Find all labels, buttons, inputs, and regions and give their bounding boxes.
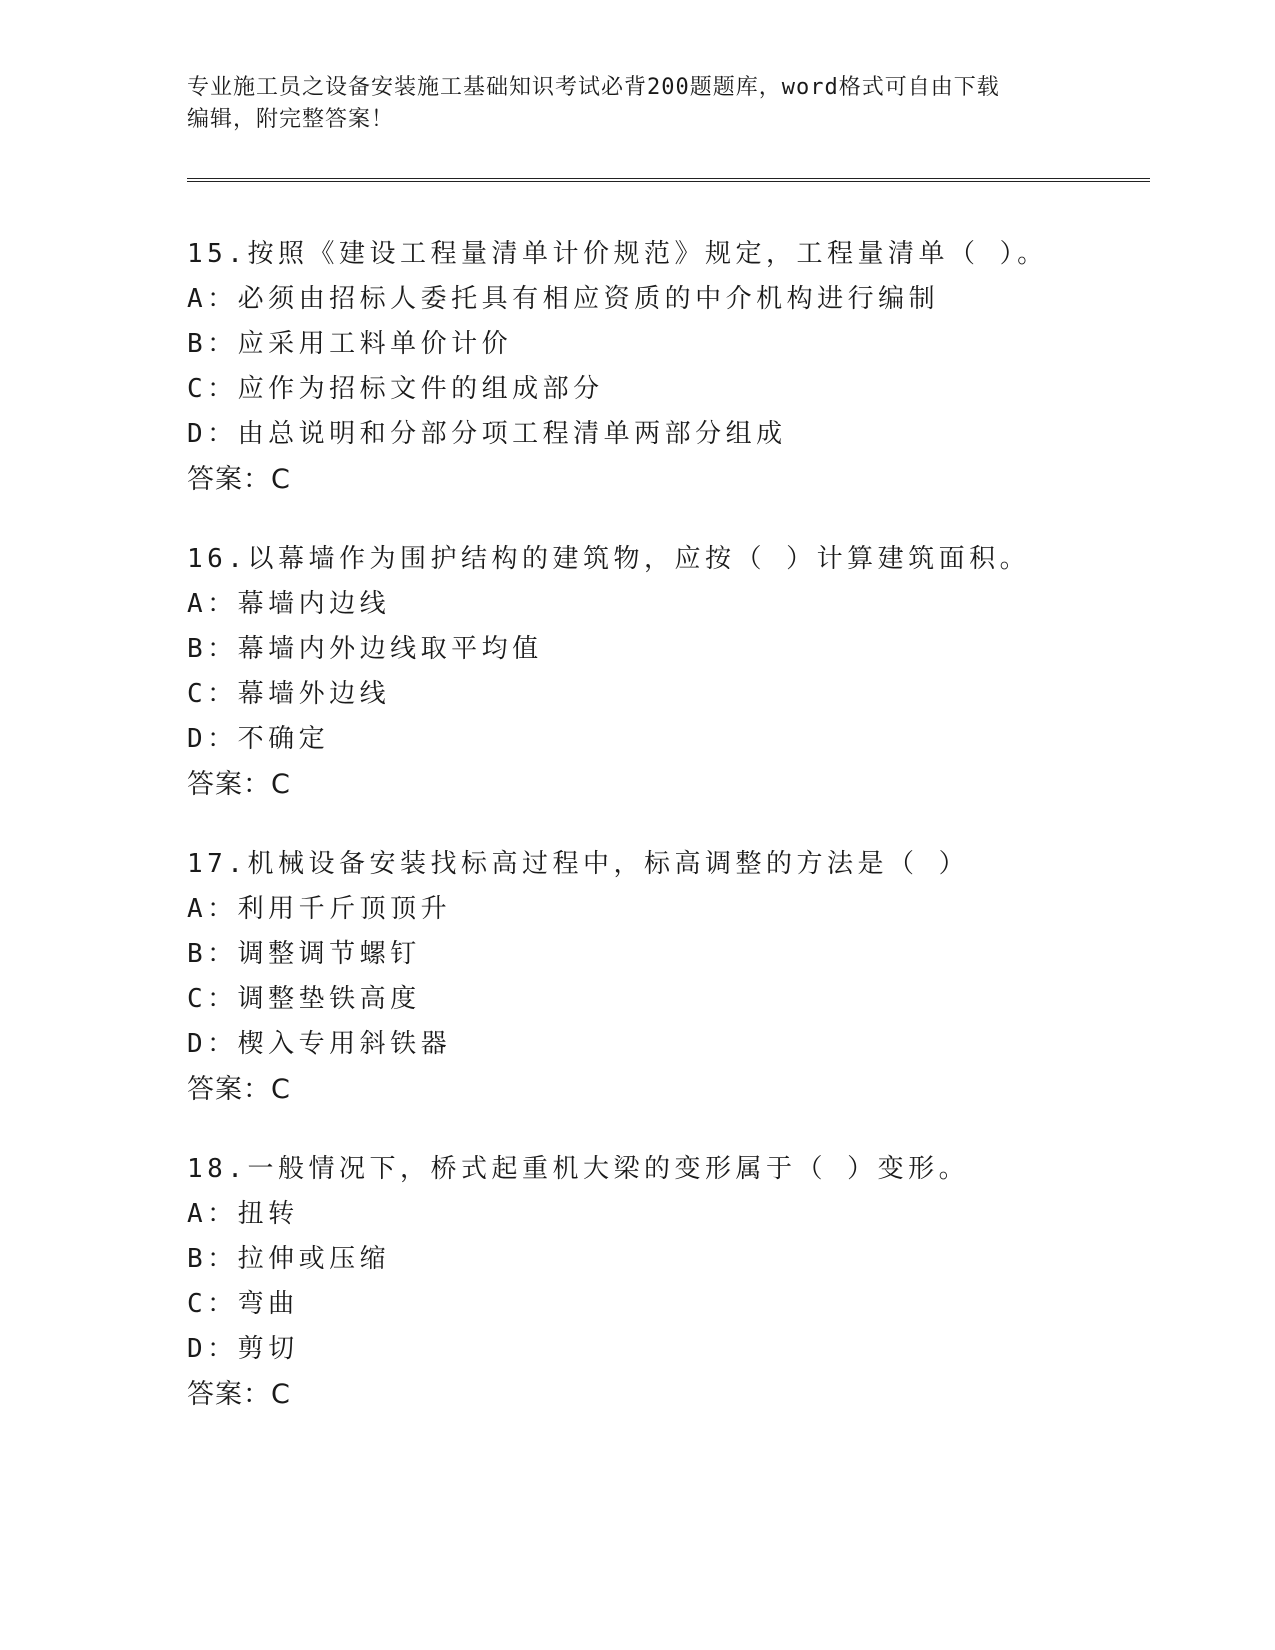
document-header [187, 72, 1087, 136]
answer: 答案：C [187, 1074, 291, 1105]
question-15 [187, 232, 1147, 503]
header-title-line-2: 编辑，附完整答案！ [187, 107, 395, 132]
option-a: A：幕墙内边线 [187, 589, 391, 619]
option-b: B：调整调节螺钉 [187, 939, 421, 969]
option-a: A：必须由招标人委托具有相应资质的中介机构进行编制 [187, 284, 940, 314]
option-a: A：利用千斤顶顶升 [187, 894, 452, 924]
option-c: C：幕墙外边线 [187, 679, 391, 709]
option-b: B：拉伸或压缩 [187, 1244, 391, 1274]
option-c: C：调整垫铁高度 [187, 984, 421, 1014]
option-c: C：弯曲 [187, 1289, 299, 1319]
option-d: D：剪切 [187, 1334, 299, 1364]
question-stem: 18.一般情况下，桥式起重机大梁的变形属于（ ）变形。 [187, 1154, 970, 1184]
answer: 答案：C [187, 769, 291, 800]
option-c: C：应作为招标文件的组成部分 [187, 374, 604, 404]
option-d: D：由总说明和分部分项工程清单两部分组成 [187, 419, 787, 449]
option-b: B：幕墙内外边线取平均值 [187, 634, 543, 664]
header-divider [187, 178, 1150, 182]
answer: 答案：C [187, 1379, 291, 1410]
question-16 [187, 537, 1147, 808]
answer: 答案：C [187, 464, 291, 495]
question-stem: 15.按照《建设工程量清单计价规范》规定，工程量清单（ ）。 [187, 239, 1048, 269]
option-a: A：扭转 [187, 1199, 299, 1229]
question-stem: 16.以幕墙作为围护结构的建筑物，应按（ ）计算建筑面积。 [187, 544, 1031, 574]
option-d: D：楔入专用斜铁器 [187, 1029, 452, 1059]
question-17 [187, 842, 1147, 1113]
option-b: B：应采用工料单价计价 [187, 329, 513, 359]
header-title-line-1: 专业施工员之设备安装施工基础知识考试必背200题题库，word格式可自由下载 [187, 75, 1000, 100]
question-stem: 17.机械设备安装找标高过程中，标高调整的方法是（ ） [187, 849, 970, 879]
option-d: D：不确定 [187, 724, 330, 754]
question-18 [187, 1147, 1147, 1418]
question-list [187, 232, 1147, 1452]
